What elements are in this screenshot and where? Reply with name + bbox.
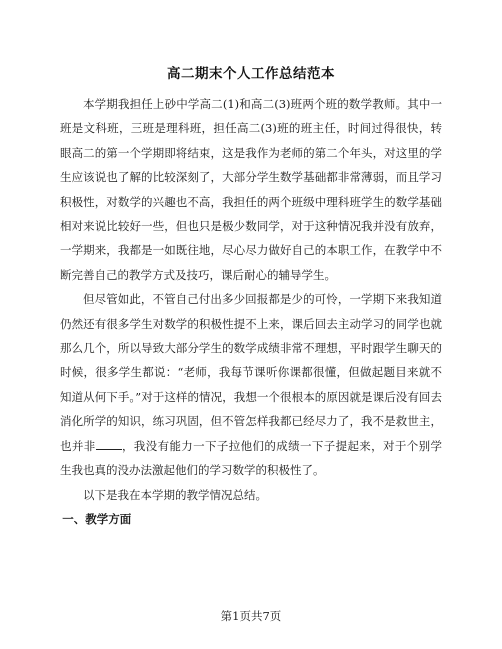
paragraph-1: 本学期我担任上砂中学高二(1)和高二(3)班两个班的数学教师。其中一班是文科班，三班是理科班，担任高二(3)班的班主任，时间过得很快，转眼高二的第一个学期即将结束，这是我作为老师的第二个年头，对这里的学生应该说也了解的比较深刻了，大部分学生数学基础都非常薄弱，而且学习积极性，对数学的兴趣也不高，我担任的两个班级中理科班学生的数学基础相对来说比较好一些，但也只是极少数同学，对于这种情况我并没有放弃，一学期来，我都是一如既往地，尽心尽力做好自己的本职工作，在教学中不断完善自己的教学方式及技巧，课后耐心的辅导学生。 bbox=[60, 97, 442, 282]
paragraph-2-part-1: 但尽管如此，不管自己付出多少回报都是少的可怜，一学期下来我知道仍然还有很多学生对数学的积极性提不上来，课后回去主动学习的同学也就那么几个，所以导致大部分学生的数学成绩非常不理想，平时跟学生聊天的时候，很多学生都说：“老师，我每节课听你课都很懂，但做起题目来就不知道从何下手。”对于这样的情况，我想一个很根本的原因就是课后没有回去消化所学的知识，练习巩固，但不管怎样我都已经尽力了，我不是救世主，也并非 bbox=[60, 292, 442, 453]
page-number: 第1页共7页 bbox=[220, 609, 282, 623]
paragraph-2 bbox=[60, 287, 442, 482]
paragraph-2-part-2: ，我没有能力一下子拉他们的成绩一下子提起来，对于个别学生我也真的没办法激起他们的学习数学的积极性了。 bbox=[60, 438, 443, 478]
section-heading-teaching: 一、教学方面 bbox=[62, 511, 132, 526]
document-title: 高二期末个人工作总结范本 bbox=[167, 66, 335, 82]
document-body bbox=[60, 92, 442, 531]
fill-in-blank bbox=[96, 439, 122, 450]
paragraph-3: 以下是我在本学期的教学情况总结。 bbox=[83, 487, 267, 502]
